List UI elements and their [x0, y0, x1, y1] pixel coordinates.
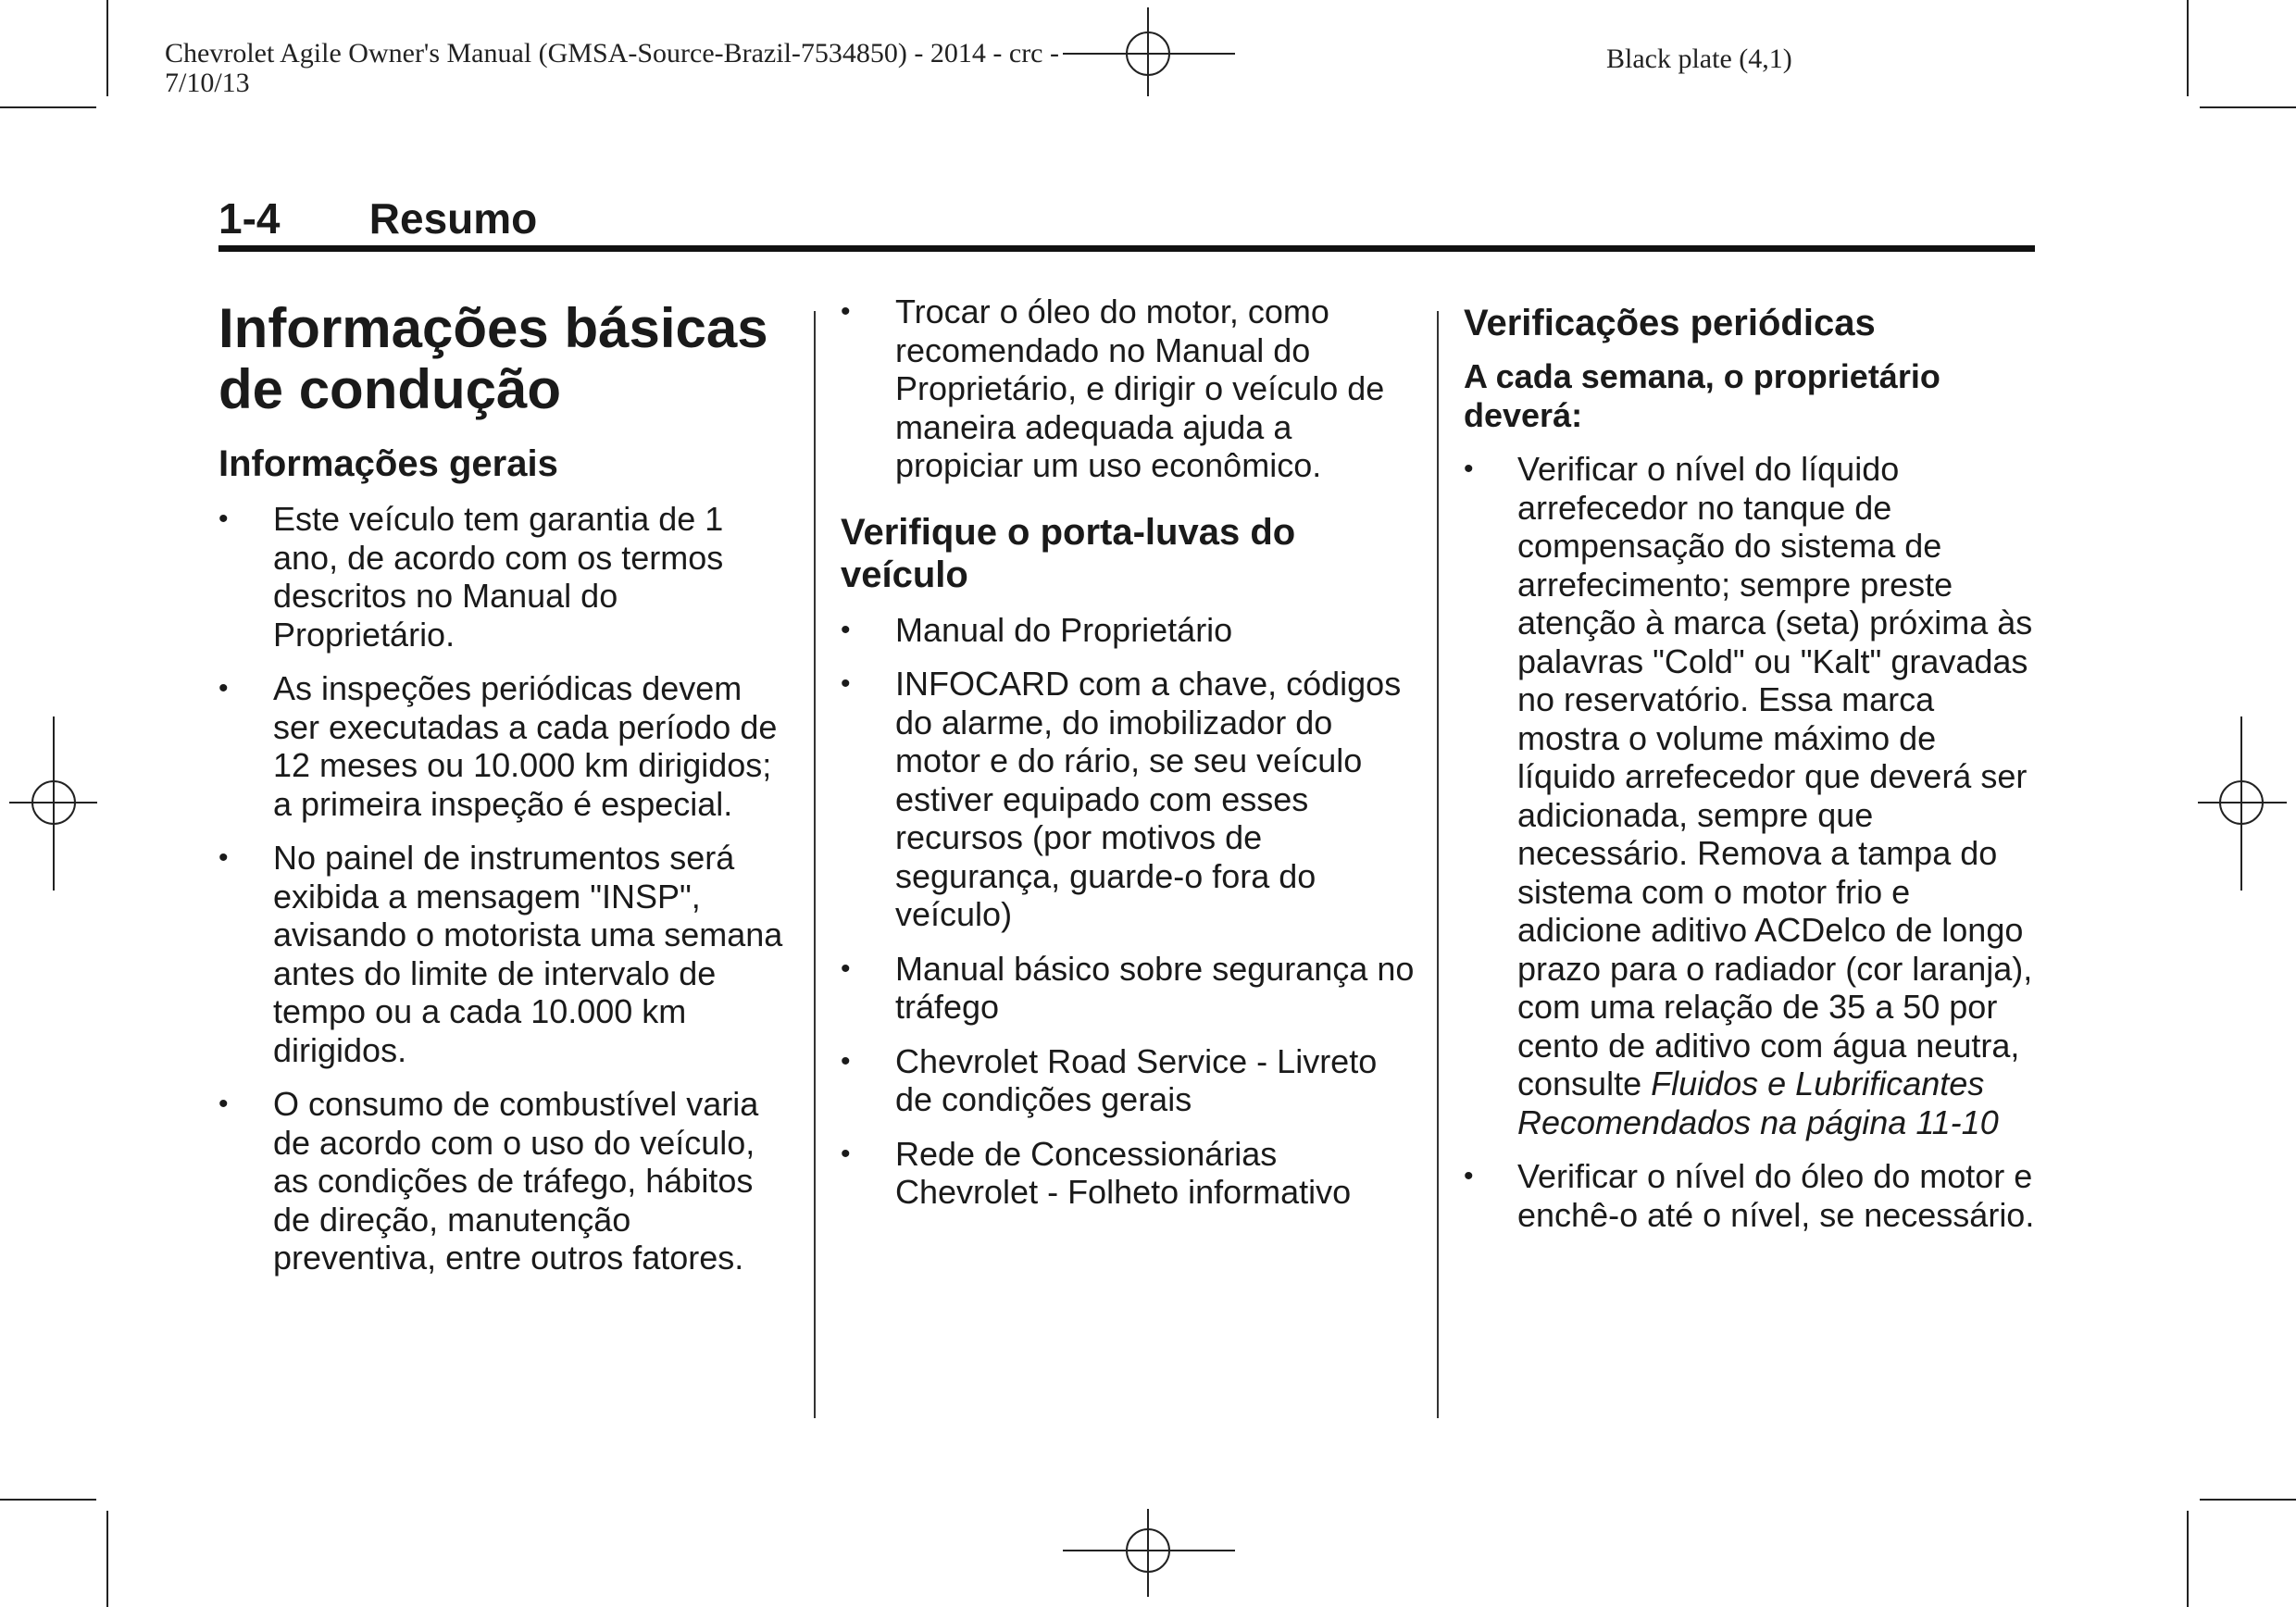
plate-label: Black plate (4,1)	[1606, 44, 1792, 74]
list-item: • As inspeções periódicas devem ser executadas a cada período de 12 meses ou 10.000 km dirigidos; a primeira inspeção é especial.	[218, 669, 792, 823]
page-title: Informações básicas de condução	[218, 297, 768, 420]
bullet-list	[841, 293, 1416, 485]
column-2	[841, 293, 1416, 1228]
registration-mark	[2198, 716, 2287, 891]
column-1	[218, 293, 792, 1294]
bullet-list	[218, 500, 792, 1277]
section-heading: Verifique o porta-luvas do veículo	[841, 511, 1296, 595]
item-text: Verificar o nível do líquido arrefecedor no tanque de compensação do sistema de arrefecimento; sempre preste atenção à marca (seta) próxima às palavras "Cold" ou "Kalt" gravadas no reservatório. Essa marca mostra o volume máximo de líquido arrefecedor que deverá ser adicionada, sempre que necessário. Remova a tampa do sistema com o motor frio e adicione aditivo ACDelco de longo prazo para o radiador (cor laranja), com uma relação de 35 a 50 por cento de aditivo com água neutra, consulte	[1517, 450, 2033, 1102]
list-item: • Verificar o nível do óleo do motor e enchê-o até o nível, se necessário.	[1464, 1157, 2038, 1234]
list-item: • Chevrolet Road Service - Livreto de condições gerais	[841, 1042, 1416, 1119]
bullet-list	[1464, 450, 2038, 1234]
column-divider	[1437, 311, 1439, 1418]
section-heading: Verificações periódicas	[1464, 303, 1876, 343]
cross-reference: Fluidos e Lubrificantes Recomendados na página 11-10	[1517, 1065, 1999, 1141]
slug-date: 7/10/13	[165, 68, 250, 98]
bullet-list	[841, 611, 1416, 1212]
section-title: Resumo	[368, 194, 538, 243]
list-item: • Manual do Proprietário	[841, 611, 1416, 650]
list-item: • Trocar o óleo do motor, como recomendado no Manual do Proprietário, e dirigir o veículo de maneira adequada ajuda a propiciar um uso econômico.	[841, 293, 1416, 485]
registration-mark	[1063, 7, 1235, 96]
section-heading: Informações gerais	[218, 443, 558, 484]
column-divider	[814, 311, 816, 1418]
slug-line: Chevrolet Agile Owner's Manual (GMSA-Source-Brazil-7534850) - 2014 - crc -	[165, 38, 1059, 69]
header-rule	[218, 245, 2035, 252]
page-number: 1-4	[218, 194, 281, 243]
list-item: • No painel de instrumentos será exibida a mensagem "INSP", avisando o motorista uma semana antes do limite de intervalo de tempo ou a cada 10.000 km dirigidos.	[218, 839, 792, 1069]
list-item: • INFOCARD com a chave, códigos do alarme, do imobilizador do motor e do rário, se seu veículo estiver equipado com esses recursos (por motivos de segurança, guarde-o fora do veículo)	[841, 665, 1416, 934]
list-item: • Este veículo tem garantia de 1 ano, de acordo com os termos descritos no Manual do Proprietário.	[218, 500, 792, 654]
print-slug	[165, 39, 1059, 98]
registration-mark	[9, 716, 97, 891]
running-head	[218, 193, 537, 244]
list-item	[1464, 450, 2038, 1141]
registration-mark	[1063, 1509, 1235, 1597]
list-item: • Rede de Concessionárias Chevrolet - Folheto informativo	[841, 1135, 1416, 1212]
list-item: • O consumo de combustível varia de acordo com o uso do veículo, as condições de tráfego, hábitos de direção, manutenção preventiva, entre outros fatores.	[218, 1085, 792, 1277]
subsection-heading: A cada semana, o proprietário deverá:	[1464, 357, 1940, 434]
list-item: • Manual básico sobre segurança no tráfego	[841, 950, 1416, 1027]
column-3	[1464, 293, 2038, 1251]
